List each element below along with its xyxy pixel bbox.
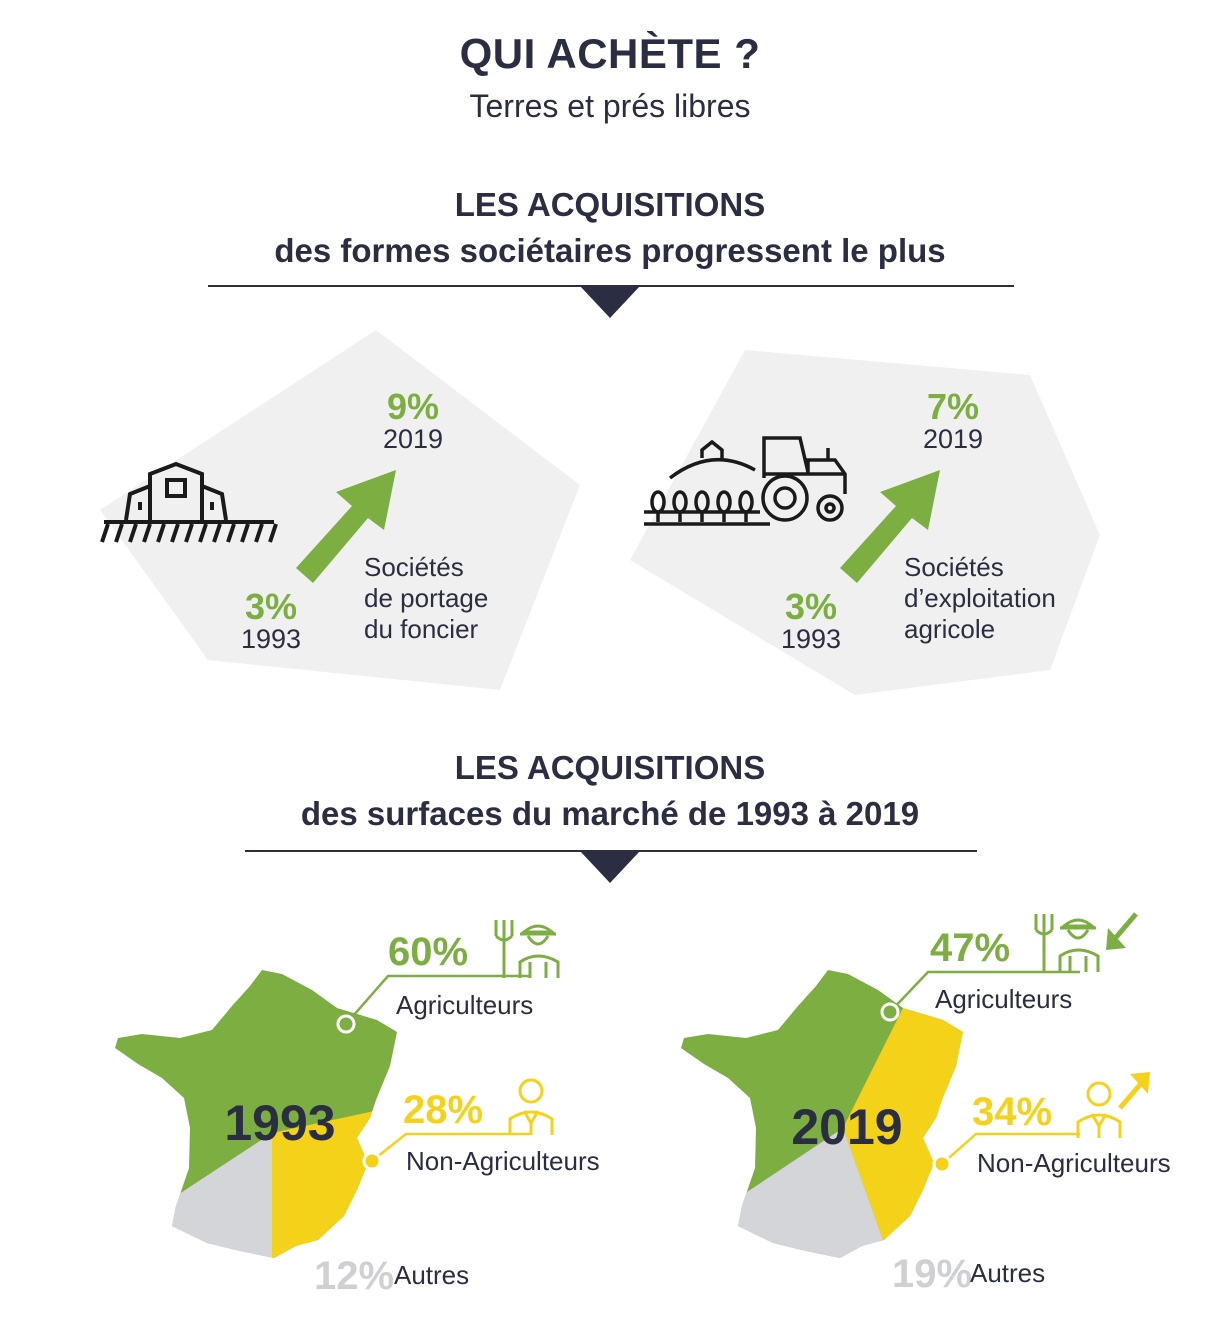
- farmer-icon: [1032, 912, 1104, 974]
- tractor-icon: [640, 430, 855, 530]
- map1-agri-pct: 60%: [388, 930, 469, 974]
- section2-heading-line2: des surfaces du marché de 1993 à 2019: [300, 795, 920, 832]
- section1-heading-line2: des formes sociétaires progressent le plus: [274, 232, 946, 269]
- card2-pct-1993: 3%: [784, 586, 838, 627]
- up-arrow-icon: [1116, 1072, 1152, 1112]
- card2-label-line1: Sociétés: [904, 552, 1004, 582]
- card1-pct-1993: 3%: [244, 586, 298, 627]
- map2-agri-pct: 47%: [930, 926, 1011, 970]
- barn-icon: [102, 462, 277, 546]
- map1-year: 1993: [224, 1095, 336, 1151]
- section1-heading: [0, 182, 1220, 274]
- map2-agri-label: Agriculteurs: [935, 984, 1073, 1014]
- businessman-icon: [506, 1075, 556, 1137]
- map2-autres-pct: 19%: [892, 1252, 973, 1296]
- page-subtitle: Terres et prés libres: [469, 88, 751, 124]
- section1-heading-line1: LES ACQUISITIONS: [454, 186, 766, 223]
- map2-non-agri-label: Non-Agriculteurs: [977, 1148, 1171, 1178]
- section2-heading-line1: LES ACQUISITIONS: [454, 749, 766, 786]
- card1-label: [364, 552, 488, 645]
- map1-non-agri-pct: 28%: [403, 1088, 484, 1132]
- farmer-icon: [492, 918, 564, 980]
- card2-year-1993: 1993: [780, 624, 842, 654]
- card2-label: [904, 552, 1056, 645]
- card2-pct-2019: 7%: [926, 386, 980, 427]
- map1-non-agri-label: Non-Agriculteurs: [406, 1146, 600, 1176]
- map1-autres-label: Autres: [394, 1260, 470, 1290]
- card1-year-2019: 2019: [382, 424, 444, 454]
- card2-label-line2: d’exploitation: [904, 583, 1056, 613]
- map2-autres-label: Autres: [970, 1258, 1046, 1288]
- section2-heading: [0, 745, 1220, 837]
- page-title: QUI ACHÈTE ?: [459, 30, 761, 77]
- card1-label-line1: Sociétés: [364, 552, 464, 582]
- card1-pct-2019: 9%: [386, 386, 440, 427]
- card1-year-1993: 1993: [240, 624, 302, 654]
- section1-pointer-icon: [580, 286, 640, 320]
- card1-label-line2: de portage: [364, 583, 489, 613]
- map2-year: 2019: [791, 1099, 903, 1155]
- down-arrow-icon: [1104, 910, 1140, 950]
- section2-pointer-icon: [580, 851, 640, 885]
- map1-agri-label: Agriculteurs: [396, 990, 534, 1020]
- card1-label-line3: du foncier: [364, 614, 479, 644]
- map1-autres-pct: 12%: [314, 1254, 395, 1298]
- card2-label-line3: agricole: [904, 614, 996, 644]
- card2-year-2019: 2019: [922, 424, 984, 454]
- map2-non-agri-pct: 34%: [972, 1090, 1053, 1134]
